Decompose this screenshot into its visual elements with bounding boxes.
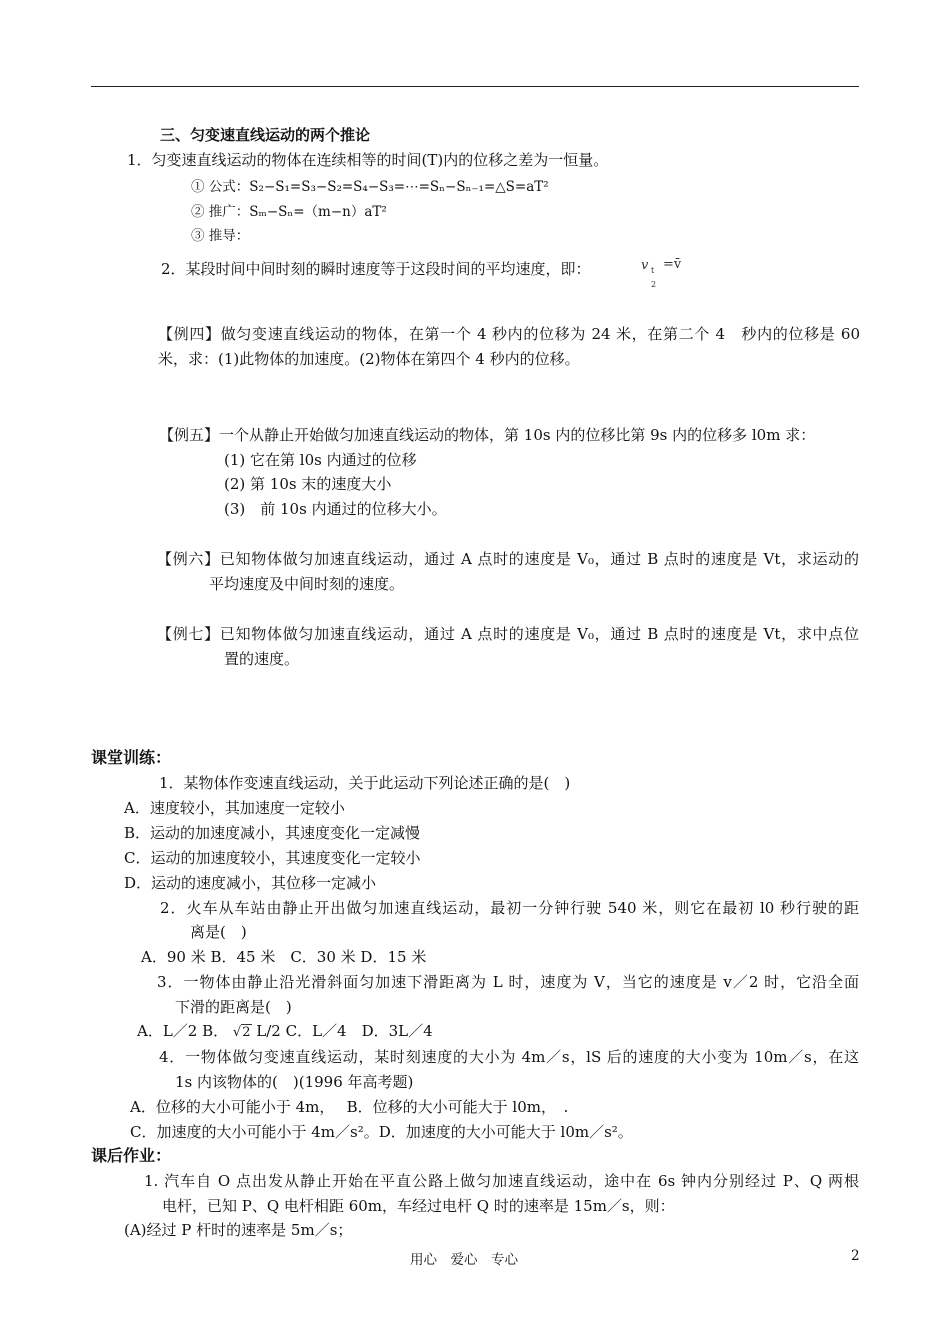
classwork-q4-options-ab: A．位移的大小可能小于 4m， B．位移的大小可能大于 l0m， . <box>130 1098 569 1116</box>
formula-line: ① 公式：S₂−S₁=S₃−S₂=S₄−S₃=⋯=Sₙ−Sₙ₋₁=△S=aT² <box>191 179 549 195</box>
classwork-q3-option-rest: L/2 C．L／4 D．3L／4 <box>256 1022 433 1040</box>
classwork-q1: 1．某物体作变速直线运动，关于此运动下列论述正确的是( ) <box>159 774 571 792</box>
example-5-line1: 【例五】一个从静止开始做匀加速直线运动的物体，第 10s 内的位移比第 9s 内的位移多 l0m 求： <box>159 426 816 444</box>
formula-rhs: =v̄ <box>663 257 682 272</box>
mid-time-velocity-formula <box>641 257 682 289</box>
example-7-line1: 【例七】已知物体做匀加速直线运动，通过 A 点时的速度是 V₀，通过 B 点时的速度是 Vt，求中点位 <box>157 625 859 643</box>
classwork-q1-option-c: C．运动的加速度较小，其速度变化一定较小 <box>124 849 421 867</box>
example-7-line2: 置的速度。 <box>224 650 300 668</box>
classwork-q1-option-b: B．运动的加速度减小，其速度变化一定减慢 <box>124 824 421 842</box>
classwork-q2-options: A．90 米 B．45 米 C．30 米 D．15 米 <box>141 948 427 966</box>
formula-sub-2: 2 <box>651 280 657 289</box>
extension-line: ② 推广：Sₘ−Sₙ=（m−n）aT² <box>191 204 387 220</box>
example-4-line1: 【例四】做匀变速直线运动的物体，在第一个 4 秒内的位移为 24 米，在第二个 4 秒内的位移是 60 <box>158 325 860 343</box>
classwork-q4-options-cd: C．加速度的大小可能小于 4m／s²。D．加速度的大小可能大于 l0m／s²。 <box>130 1123 633 1141</box>
classwork-q3-options <box>137 1021 433 1043</box>
example-6-line2: 平均速度及中间时刻的速度。 <box>209 575 405 593</box>
header-rule <box>91 86 859 87</box>
derivation-line: ③ 推导： <box>191 228 250 244</box>
classwork-q1-option-d: D．运动的速度减小，其位移一定减小 <box>124 874 377 892</box>
classwork-heading: 课堂训练： <box>91 748 172 767</box>
classwork-q3-line1: 3．一物体由静止沿光滑斜面匀加速下滑距离为 L 时，速度为 V，当它的速度是 v／2 时，它沿全面 <box>157 973 859 991</box>
inference-1: 1．匀变速直线运动的物体在连续相等的时间(T)内的位移之差为一恒量。 <box>127 151 609 169</box>
classwork-q4-line2: 1s 内该物体的( )(1996 年高考题) <box>175 1073 414 1091</box>
footer-motto: 用心 爱心 专心 <box>410 1252 518 1268</box>
section-heading: 三、匀变速直线运动的两个推论 <box>160 126 371 144</box>
classwork-q3-option-ab: A．L／2 B． <box>137 1022 229 1040</box>
sqrt-radicand: 2 <box>242 1025 251 1040</box>
classwork-q1-option-a: A．速度较小，其加速度一定较小 <box>124 799 345 817</box>
homework-q1-line2: 电杆，已知 P、Q 电杆相距 60m，车经过电杆 Q 时的速率是 15m／s，则： <box>162 1197 675 1215</box>
sqrt-symbol: √2 <box>232 1025 251 1040</box>
classwork-q2-line1: 2．火车从车站由静止开出做匀加速直线运动，最初一分钟行驶 540 米，则它在最初 l0 秒行驶的距 <box>160 899 859 917</box>
example-5-part3: (3) 前 10s 内通过的位移大小。 <box>224 500 447 518</box>
homework-heading: 课后作业： <box>91 1146 172 1165</box>
classwork-q2-line2: 离是( ) <box>190 923 247 941</box>
formula-sub-t: t <box>651 266 655 275</box>
classwork-q3-line2: 下滑的距离是( ) <box>175 998 292 1016</box>
inference-2: 2．某段时间中间时刻的瞬时速度等于这段时间的平均速度，即： <box>161 260 591 278</box>
example-5-part2: (2) 第 10s 末的速度大小 <box>224 475 392 493</box>
formula-v: v <box>641 258 649 273</box>
homework-q1-line1: 1. 汽车自 O 点出发从静止开始在平直公路上做匀加速直线运动，途中在 6s 钟内分别经过 P、Q 两根 <box>144 1172 859 1190</box>
example-5-part1: (1) 它在第 l0s 内通过的位移 <box>224 451 417 469</box>
example-4-line2: 米，求：(1)此物体的加速度。(2)物体在第四个 4 秒内的位移。 <box>158 350 580 368</box>
homework-q1-option-a: (A)经过 P 杆时的速率是 5m／s； <box>124 1221 353 1239</box>
example-6-line1: 【例六】已知物体做匀加速直线运动，通过 A 点时的速度是 V₀，通过 B 点时的速度是 Vt，求运动的 <box>157 550 859 568</box>
page-number: 2 <box>851 1248 860 1264</box>
classwork-q4-line1: 4．一物体做匀变速直线运动，某时刻速度的大小为 4m／s，lS 后的速度的大小变为 10m／s，在这 <box>159 1048 859 1066</box>
